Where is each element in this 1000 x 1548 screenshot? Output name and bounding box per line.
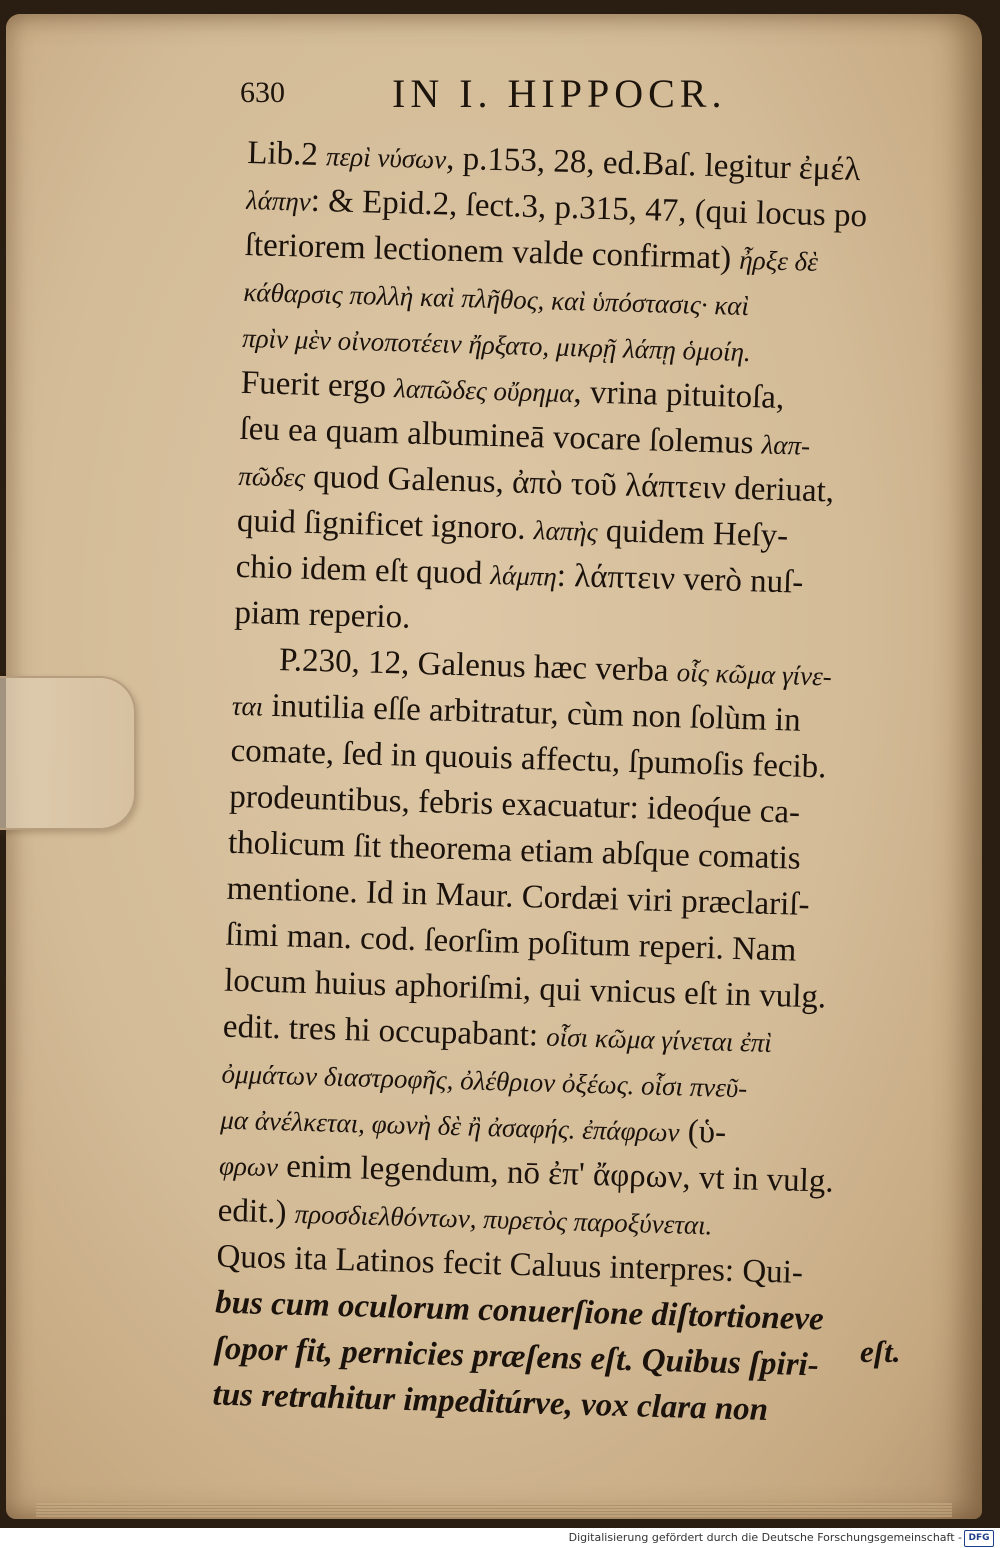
greek-text: προσδιελθόντων, πυρετὸς παροξύνεται. <box>294 1198 713 1241</box>
latin-text: quid ſignificet ignoro. <box>236 502 535 548</box>
page-edges <box>36 1503 952 1517</box>
running-head: IN I. HIPPOCR. <box>392 71 727 116</box>
catchword: eſt. <box>860 1334 901 1369</box>
greek-text: οἷσι κῶμα γίνεται ἐπὶ <box>545 1021 773 1058</box>
latin-text: : & Epid.2, ſect.3, p.315, 47, (qui locus po <box>310 182 868 235</box>
latin-text: : λάπτειν verò nuſ- <box>556 557 804 601</box>
page-clip-marker <box>0 676 136 830</box>
greek-text: φρων <box>218 1150 279 1183</box>
greek-text: περὶ νύσων <box>325 141 447 175</box>
greek-text: πρὶν μὲν οἰνοποτέειν ἤρξατο, μικρῇ λάπῃ ὁμοίη. <box>241 322 752 368</box>
latin-text: chio idem eſt quod <box>235 548 491 592</box>
latin-text: quod Galenus, ἀπὸ τοῦ λάπτειν deriuat, <box>304 458 835 510</box>
latin-text: piam reperio. <box>234 594 411 636</box>
latin-text: edit. tres hi occupabant: <box>222 1008 547 1054</box>
greek-text: λαπῶδες οὔρημα <box>393 373 574 409</box>
latin-text: bus cum oculorum conuerſione diſtortioneve <box>214 1284 825 1338</box>
latin-text: comate, ſed in quouis affectu, ſpumoſis fecib. <box>230 732 827 786</box>
latin-text: tholicum ſit theorema etiam abſque comatis <box>227 824 802 877</box>
latin-text: Qui- <box>741 1253 804 1291</box>
latin-text: tus retrahitur impeditúrve, vox clara non <box>212 1376 769 1429</box>
dfg-logo-icon: DFG <box>964 1530 994 1547</box>
footer-bar <box>0 1528 1000 1548</box>
latin-text: prodeuntibus, febris exacuatur: ideoq́ue ca- <box>228 778 801 831</box>
greek-text: κάθαρσις πολλὴ καὶ πλῆθος, καὶ ὑπόστασις· καὶ <box>243 276 750 322</box>
latin-text: ſimi man. cod. ſeorſim poſitum reperi. Nam <box>225 916 797 969</box>
latin-text: Fuerit ergo <box>240 364 395 406</box>
greek-text: λαπ- <box>761 429 811 461</box>
latin-text: ſeu ea quam albumineā vocare ſolemus <box>239 410 763 462</box>
latin-text: (ὑ- <box>679 1113 727 1151</box>
latin-text: inutilia eſſe arbitratur, cùm non ſolùm in <box>262 687 802 739</box>
latin-text: enim legendum, nō ἐπ' ἄφρων, vt in vulg. <box>277 1148 835 1200</box>
greek-text: ἦρξε δὲ <box>738 244 819 277</box>
greek-text: λάμπη <box>490 559 558 592</box>
greek-text: ὀμμάτων διαστροφῆς, ὀλέθριον ὀξέως. οἷσι πνεῦ- <box>221 1058 748 1104</box>
latin-text: quidem Heſy- <box>597 512 789 555</box>
greek-text: λάπην <box>245 184 312 217</box>
latin-text: P.230, 12, Galenus hæc verba <box>278 642 678 690</box>
greek-text: μα ἀνέλκεται, φωνὴ δὲ ἢ ἀσαφής. ἐπάφρων <box>219 1104 680 1148</box>
latin-text: , p.153, 28, ed.Baſ. legitur ἐμέλ <box>445 140 861 189</box>
funding-credit: Digitalisierung gefördert durch die Deutsche Forschungsgemeinschaft - <box>568 1531 962 1544</box>
greek-text: οἷς κῶμα γίνε- <box>676 657 833 692</box>
greek-text: ται <box>231 690 264 722</box>
latin-text: Quos ita Latinos fecit Caluus interpres: <box>216 1238 743 1290</box>
latin-text: ſteriorem lectionem valde confirmat) <box>244 226 740 277</box>
latin-text: mentione. Id in Maur. Cordæi viri præclariſ- <box>226 870 810 923</box>
latin-text: Lib.2 <box>246 134 327 174</box>
latin-text: ſopor fit, pernicies præſens eſt. Quibus ſpiri- <box>213 1330 820 1384</box>
greek-text: λαπὴς <box>533 515 599 547</box>
latin-text: locum huius aphoriſmi, qui vnicus eſt in vulg. <box>223 962 827 1016</box>
page-number: 630 <box>240 76 285 109</box>
body-text <box>212 130 924 1436</box>
latin-text: edit.) <box>217 1192 296 1231</box>
latin-text: , vrina pituitoſa, <box>573 374 785 417</box>
greek-text: πῶδες <box>237 460 306 493</box>
